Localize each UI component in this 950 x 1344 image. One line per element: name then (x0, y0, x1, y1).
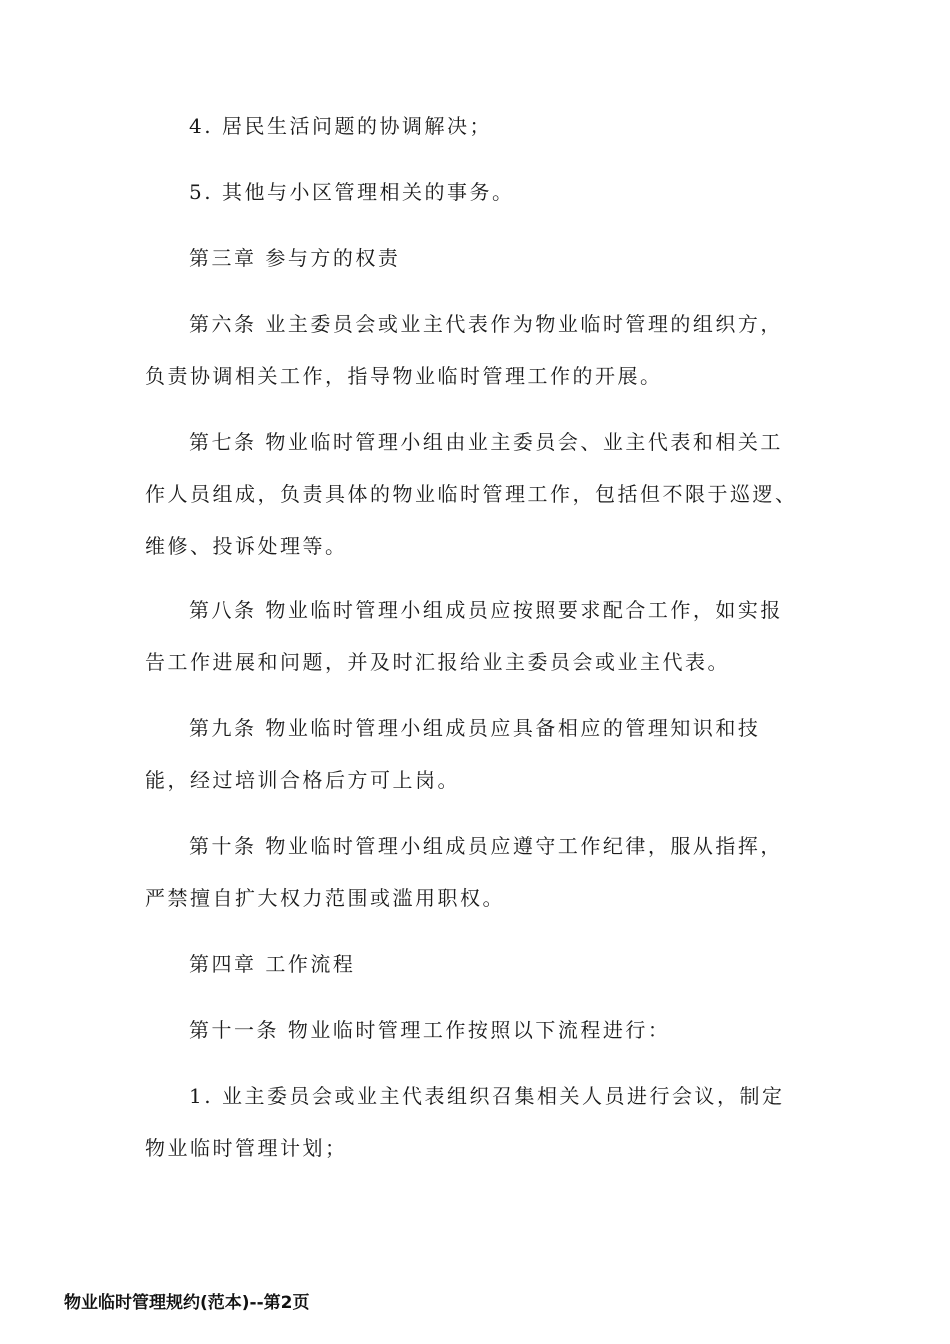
article-8: 第八条 物业临时管理小组成员应按照要求配合工作，如实报告工作进展和问题，并及时汇报给业主委员会或业主代表。 (145, 598, 783, 674)
list-item-4: 4. 居民生活问题的协调解决； (189, 114, 492, 138)
list-item-5: 5. 其他与小区管理相关的事务。 (189, 180, 515, 204)
chapter-3-heading: 第三章 参与方的权责 (189, 246, 401, 270)
article-7: 第七条 物业临时管理小组由业主委员会、业主代表和相关工作人员组成，负责具体的物业临时管理工作，包括但不限于巡逻、维修、投诉处理等。 (145, 430, 798, 558)
article-11: 第十一条 物业临时管理工作按照以下流程进行： (189, 1018, 671, 1042)
chapter-4-heading: 第四章 工作流程 (189, 952, 356, 976)
article-10: 第十条 物业临时管理小组成员应遵守工作纪律，服从指挥，严禁擅自扩大权力范围或滥用职权。 (145, 834, 783, 910)
article-9: 第九条 物业临时管理小组成员应具备相应的管理知识和技能，经过培训合格后方可上岗。 (145, 716, 761, 792)
list-item-1: 1. 业主委员会或业主代表组织召集相关人员进行会议，制定物业临时管理计划； (145, 1084, 785, 1160)
article-6: 第六条 业主委员会或业主代表作为物业临时管理的组织方，负责协调相关工作，指导物业临时管理工作的开展。 (145, 312, 783, 388)
page-footer: 物业临时管理规约(范本)--第2页 (64, 1293, 310, 1313)
